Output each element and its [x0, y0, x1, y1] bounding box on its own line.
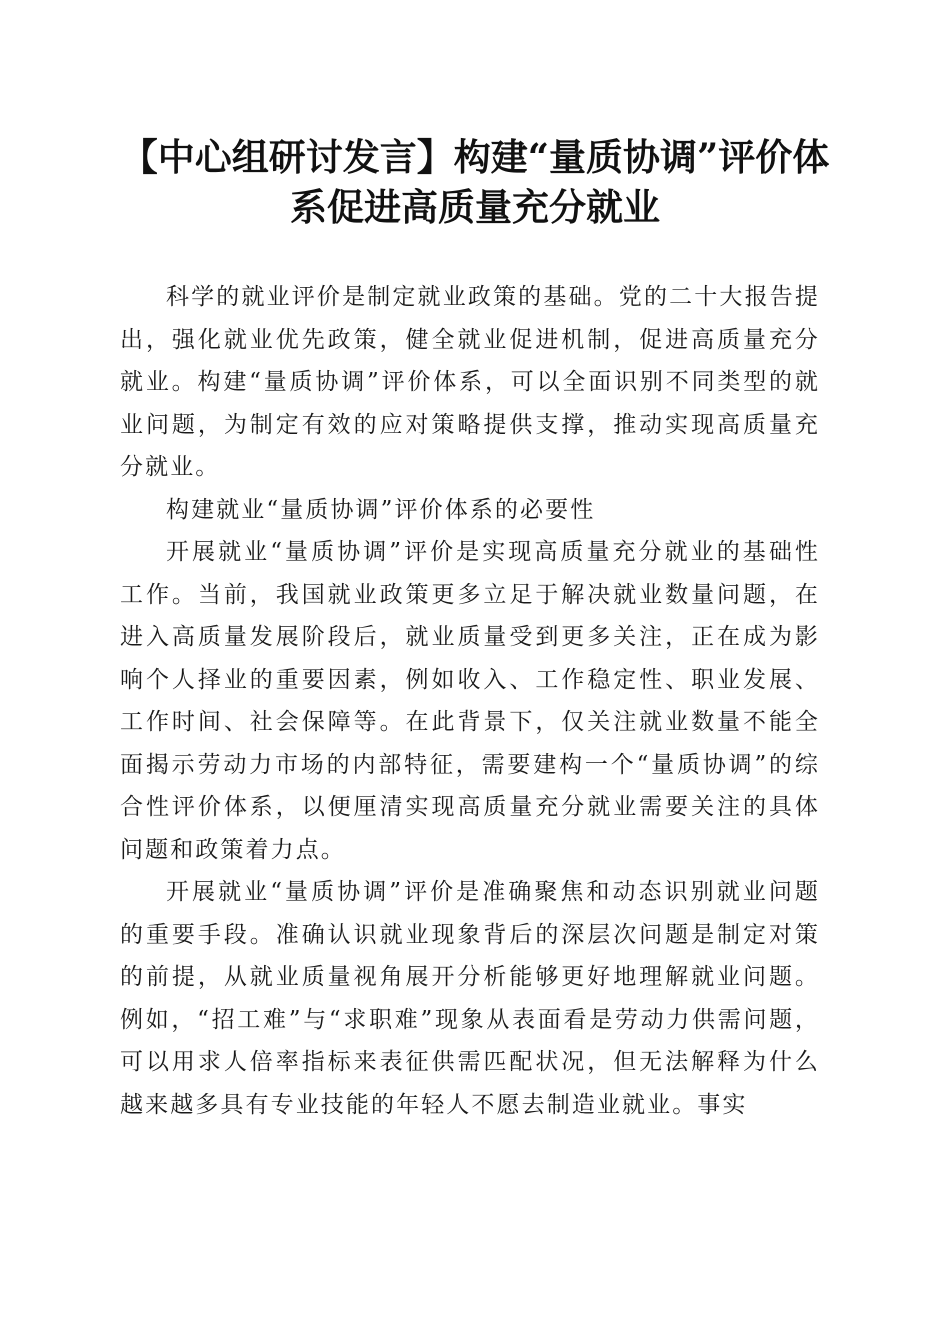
paragraph-intro: 科学的就业评价是制定就业政策的基础。党的二十大报告提出，强化就业优先政策，健全就业促进机制，促进高质量充分就业。构建“量质协调”评价体系，可以全面识别不同类型的就业问题，为制定有效的应对策略提供支撑，推动实现高质量充分就业。 [120, 284, 820, 480]
document-body [120, 276, 820, 1126]
section-heading: 构建就业“量质协调”评价体系的必要性 [166, 496, 596, 523]
paragraph-foundation: 开展就业“量质协调”评价是实现高质量充分就业的基础性工作。当前，我国就业政策更多立足于解决就业数量问题，在进入高质量发展阶段后，就业质量受到更多关注，正在成为影响个人择业的重要因素，例如收入、工作稳定性、职业发展、工作时间、社会保障等。在此背景下，仅关注就业数量不能全面揭示劳动力市场的内部特征，需要建构一个“量质协调”的综合性评价体系，以便厘清实现高质量充分就业需要关注的具体问题和政策着力点。 [120, 539, 820, 863]
document-title: 【中心组研讨发言】构建“量质协调”评价体系促进高质量充分就业 [120, 135, 830, 229]
paragraph-means: 开展就业“量质协调”评价是准确聚焦和动态识别就业问题的重要手段。准确认识就业现象背后的深层次问题是制定对策的前提，从就业质量视角展开分析能够更好地理解就业问题。例如，“招工难”与“求职难”现象从表面看是劳动力供需问题，可以用求人倍率指标来表征供需匹配状况，但无法解释为什么越来越多具有专业技能的年轻人不愿去制造业就业。事实 [120, 879, 820, 1118]
